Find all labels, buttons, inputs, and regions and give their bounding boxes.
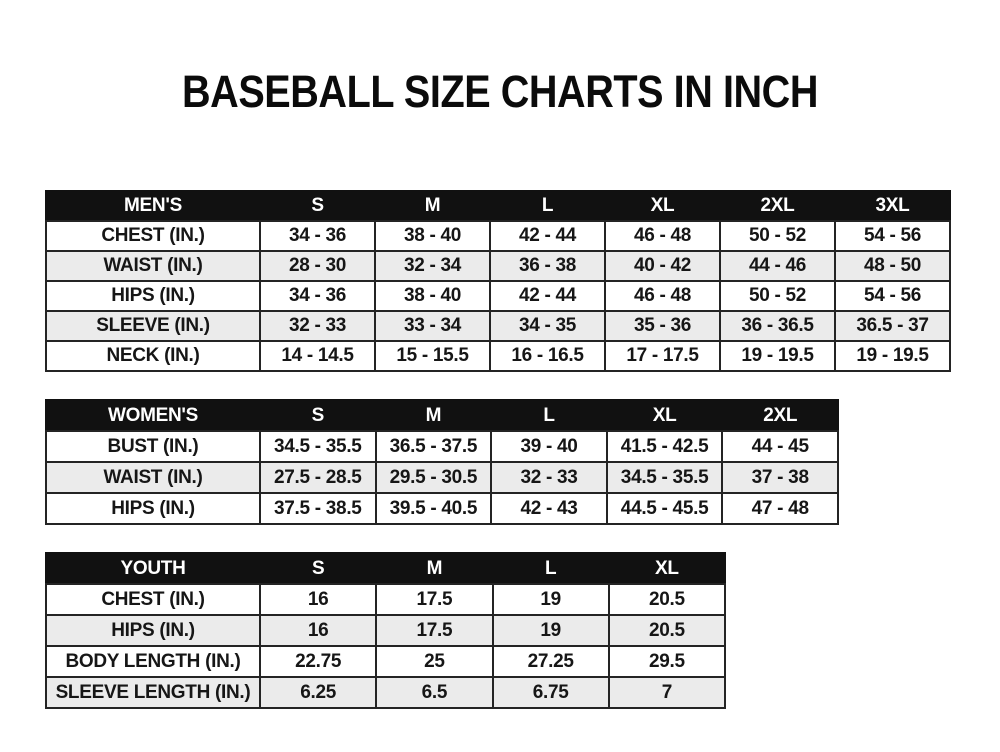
youth-size-value-cell: 7 — [609, 677, 725, 708]
mens-size-value-cell: 42 - 44 — [490, 281, 605, 311]
mens-size-value-cell: 34 - 36 — [260, 281, 375, 311]
youth-measurement-row — [46, 677, 725, 708]
youth-size-value-cell: 6.5 — [376, 677, 492, 708]
youth-size-value-cell: 17.5 — [376, 615, 492, 646]
youth-measurement-label: CHEST (IN.) — [46, 584, 260, 615]
mens-measurement-label: HIPS (IN.) — [46, 281, 260, 311]
womens-size-value-cell: 37 - 38 — [722, 462, 838, 493]
womens-size-header-cell: S — [260, 400, 376, 431]
mens-size-value-cell: 35 - 36 — [605, 311, 720, 341]
youth-measurement-row — [46, 584, 725, 615]
womens-size-value-cell: 34.5 - 35.5 — [607, 462, 723, 493]
youth-size-header-cell: S — [260, 553, 376, 584]
womens-size-value-cell: 32 - 33 — [491, 462, 607, 493]
womens-size-value-cell: 27.5 - 28.5 — [260, 462, 376, 493]
womens-size-value-cell: 39.5 - 40.5 — [376, 493, 492, 524]
youth-size-header-cell: M — [376, 553, 492, 584]
mens-size-value-cell: 15 - 15.5 — [375, 341, 490, 371]
womens-measurement-label: BUST (IN.) — [46, 431, 260, 462]
mens-size-header-cell: M — [375, 191, 490, 221]
womens-size-value-cell: 37.5 - 38.5 — [260, 493, 376, 524]
mens-size-value-cell: 46 - 48 — [605, 281, 720, 311]
womens-size-value-cell: 39 - 40 — [491, 431, 607, 462]
womens-size-header-cell: XL — [607, 400, 723, 431]
womens-size-value-cell: 34.5 - 35.5 — [260, 431, 376, 462]
youth-measurement-row — [46, 615, 725, 646]
mens-size-value-cell: 50 - 52 — [720, 281, 835, 311]
womens-measurement-row — [46, 431, 838, 462]
mens-size-value-cell: 42 - 44 — [490, 221, 605, 251]
youth-measurement-label: HIPS (IN.) — [46, 615, 260, 646]
mens-size-value-cell: 40 - 42 — [605, 251, 720, 281]
womens-table-title: WOMEN'S — [46, 400, 260, 431]
womens-size-table — [45, 399, 839, 525]
youth-measurement-label: SLEEVE LENGTH (IN.) — [46, 677, 260, 708]
youth-size-value-cell: 20.5 — [609, 615, 725, 646]
womens-size-value-cell: 29.5 - 30.5 — [376, 462, 492, 493]
mens-size-value-cell: 32 - 34 — [375, 251, 490, 281]
mens-measurement-row — [46, 281, 950, 311]
youth-size-value-cell: 16 — [260, 584, 376, 615]
womens-measurement-row — [46, 493, 838, 524]
mens-measurement-row — [46, 251, 950, 281]
mens-size-value-cell: 46 - 48 — [605, 221, 720, 251]
mens-measurement-row — [46, 311, 950, 341]
youth-size-value-cell: 19 — [493, 615, 609, 646]
youth-size-value-cell: 22.75 — [260, 646, 376, 677]
mens-size-value-cell: 50 - 52 — [720, 221, 835, 251]
womens-size-value-cell: 44 - 45 — [722, 431, 838, 462]
youth-size-value-cell: 27.25 — [493, 646, 609, 677]
mens-measurement-label: SLEEVE (IN.) — [46, 311, 260, 341]
mens-measurement-label: NECK (IN.) — [46, 341, 260, 371]
youth-size-value-cell: 17.5 — [376, 584, 492, 615]
mens-measurement-row — [46, 341, 950, 371]
mens-size-value-cell: 38 - 40 — [375, 281, 490, 311]
womens-size-value-cell: 44.5 - 45.5 — [607, 493, 723, 524]
mens-size-value-cell: 54 - 56 — [835, 281, 950, 311]
youth-size-value-cell: 16 — [260, 615, 376, 646]
mens-size-value-cell: 36.5 - 37 — [835, 311, 950, 341]
mens-size-header-cell: 3XL — [835, 191, 950, 221]
mens-measurement-label: CHEST (IN.) — [46, 221, 260, 251]
youth-size-value-cell: 20.5 — [609, 584, 725, 615]
youth-size-header-cell: L — [493, 553, 609, 584]
mens-size-header-cell: 2XL — [720, 191, 835, 221]
womens-size-value-cell: 36.5 - 37.5 — [376, 431, 492, 462]
youth-size-header-cell: XL — [609, 553, 725, 584]
mens-size-value-cell: 34 - 36 — [260, 221, 375, 251]
mens-table-title: MEN'S — [46, 191, 260, 221]
youth-header-row — [46, 553, 725, 584]
youth-size-value-cell: 19 — [493, 584, 609, 615]
mens-size-value-cell: 36 - 38 — [490, 251, 605, 281]
mens-size-value-cell: 48 - 50 — [835, 251, 950, 281]
youth-measurement-label: BODY LENGTH (IN.) — [46, 646, 260, 677]
mens-size-value-cell: 19 - 19.5 — [720, 341, 835, 371]
mens-size-value-cell: 17 - 17.5 — [605, 341, 720, 371]
womens-measurement-row — [46, 462, 838, 493]
youth-size-value-cell: 6.75 — [493, 677, 609, 708]
mens-size-value-cell: 44 - 46 — [720, 251, 835, 281]
womens-measurement-label: WAIST (IN.) — [46, 462, 260, 493]
youth-size-value-cell: 6.25 — [260, 677, 376, 708]
mens-size-header-cell: L — [490, 191, 605, 221]
youth-measurement-row — [46, 646, 725, 677]
mens-size-value-cell: 34 - 35 — [490, 311, 605, 341]
womens-header-row — [46, 400, 838, 431]
page-title: BASEBALL SIZE CHARTS IN INCH — [182, 66, 818, 117]
mens-measurement-row — [46, 221, 950, 251]
mens-size-value-cell: 32 - 33 — [260, 311, 375, 341]
youth-table-title: YOUTH — [46, 553, 260, 584]
womens-size-header-cell: 2XL — [722, 400, 838, 431]
mens-size-table — [45, 190, 951, 372]
mens-size-value-cell: 14 - 14.5 — [260, 341, 375, 371]
mens-size-value-cell: 36 - 36.5 — [720, 311, 835, 341]
mens-size-value-cell: 54 - 56 — [835, 221, 950, 251]
mens-size-value-cell: 38 - 40 — [375, 221, 490, 251]
womens-measurement-label: HIPS (IN.) — [46, 493, 260, 524]
mens-header-row — [46, 191, 950, 221]
youth-size-value-cell: 25 — [376, 646, 492, 677]
mens-size-value-cell: 19 - 19.5 — [835, 341, 950, 371]
mens-size-value-cell: 16 - 16.5 — [490, 341, 605, 371]
youth-size-table — [45, 552, 726, 709]
youth-size-value-cell: 29.5 — [609, 646, 725, 677]
mens-size-value-cell: 28 - 30 — [260, 251, 375, 281]
womens-size-value-cell: 42 - 43 — [491, 493, 607, 524]
womens-size-header-cell: M — [376, 400, 492, 431]
mens-size-value-cell: 33 - 34 — [375, 311, 490, 341]
mens-size-header-cell: XL — [605, 191, 720, 221]
mens-measurement-label: WAIST (IN.) — [46, 251, 260, 281]
womens-size-header-cell: L — [491, 400, 607, 431]
womens-size-value-cell: 47 - 48 — [722, 493, 838, 524]
womens-size-value-cell: 41.5 - 42.5 — [607, 431, 723, 462]
mens-size-header-cell: S — [260, 191, 375, 221]
